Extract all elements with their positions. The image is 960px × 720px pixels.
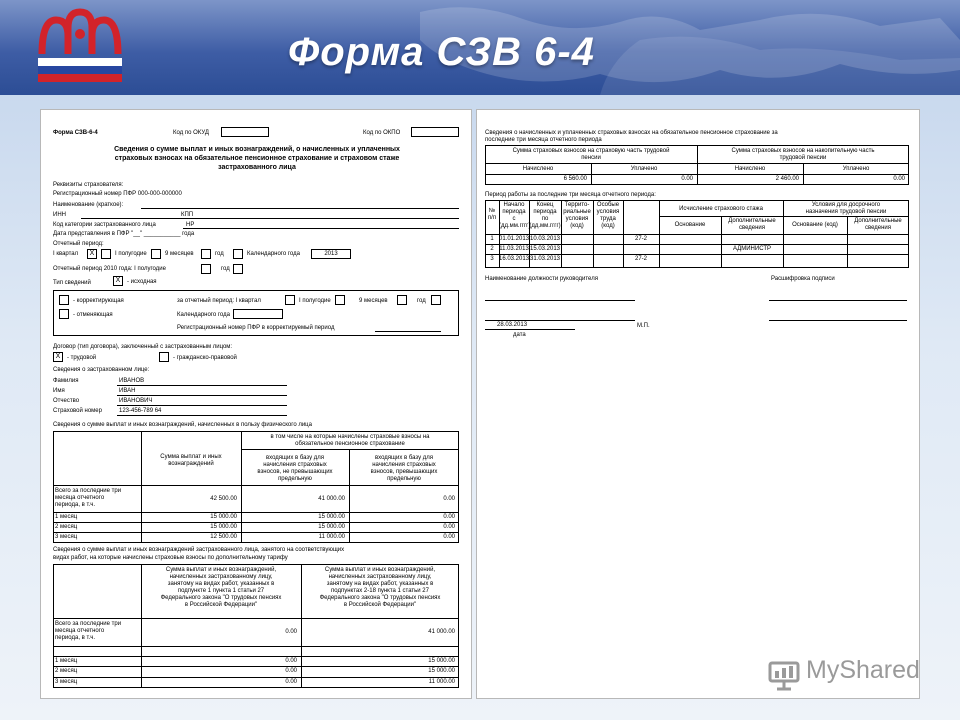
- ins-subheader: Уплачено: [842, 166, 870, 172]
- table-cell: 2: [490, 246, 494, 252]
- period-col-header: риальные: [563, 209, 591, 215]
- t1-col-insured: обязательное пенсионное страхование: [295, 441, 405, 447]
- table-cell: 0.00: [893, 176, 905, 182]
- table-cell: 11 000.00: [428, 679, 455, 685]
- kal-checkbox: [233, 249, 243, 259]
- period-col-stazh-a: Основание: [674, 222, 706, 228]
- t1-col-below-limit: входящих в базу для: [265, 455, 325, 461]
- mp-label: М.П.: [637, 323, 650, 329]
- table-cell: 41 000.00: [428, 629, 455, 635]
- otch-label: Отчество: [53, 398, 80, 404]
- period-col-header: условия: [596, 209, 620, 215]
- t2-col-1: в Российской Федерации": [184, 602, 258, 608]
- table-cell: 0.00: [681, 176, 693, 182]
- period-col-early-b: Дополнительные: [854, 218, 902, 224]
- table-cell: 0.00: [285, 629, 297, 635]
- t1-col-below-limit: начисления страховых: [263, 462, 327, 468]
- t2-col-2: подпунктах 2-18 пункта 1 статьи 27: [331, 588, 429, 594]
- table-row-label: 1 месяц: [55, 514, 78, 520]
- okud-box: [221, 127, 269, 137]
- q1-checkbox: X: [87, 249, 97, 259]
- period-col-header: Особые: [596, 202, 620, 208]
- kal-label: Календарного года: [247, 251, 300, 257]
- table-cell: 11.03.2013: [499, 246, 529, 252]
- table-cell: 0.00: [443, 534, 455, 540]
- period-col-header: периода: [502, 209, 526, 215]
- table-row-label: месяца отчетного: [55, 495, 105, 501]
- p2010-half-checkbox: [201, 264, 211, 274]
- half-label: I полугодие: [115, 251, 147, 257]
- period-col-stazh: Исчисление страхового стажа: [679, 206, 763, 212]
- table-cell: 41 000.00: [318, 496, 345, 502]
- table-cell: 15 000.00: [210, 524, 237, 530]
- table-row-label: Всего за последние три: [55, 488, 122, 494]
- table-row-label: периода, в т.ч.: [55, 635, 96, 641]
- table-cell: 16.03.2013: [499, 256, 530, 262]
- k-kal-label: Календарного года: [177, 312, 230, 318]
- form-page-right: [476, 109, 920, 699]
- god-label: год: [215, 251, 224, 257]
- ins-col-insurance: пенсии: [581, 155, 601, 161]
- rekv-label: Реквизиты страхователя:: [53, 182, 124, 188]
- table-cell: 15 000.00: [428, 668, 455, 674]
- t1-col-below-limit: предельную: [278, 476, 312, 482]
- kat-label: Код категории застрахованного лица: [53, 222, 156, 228]
- date-caption: дата: [513, 332, 526, 338]
- period-col-header: с: [512, 216, 516, 222]
- gp-checkbox: [159, 352, 169, 362]
- otch-value: ИВАНОВИЧ: [119, 398, 153, 404]
- god2-label: год: [221, 266, 230, 272]
- period-col-header: Конец: [536, 202, 554, 208]
- table-cell: 0.00: [285, 679, 297, 685]
- period-col-early: Условия для досрочного: [811, 202, 881, 208]
- table-row-label: 1 месяц: [55, 658, 78, 664]
- slide-title: Форма СЗВ 6-4: [288, 30, 595, 74]
- snils-value: 123-456-789 64: [119, 408, 162, 414]
- okpo-box: [411, 127, 459, 137]
- ins-subheader: Начислено: [734, 166, 766, 172]
- period-col-header: труда: [600, 216, 616, 222]
- form-code: Форма СЗВ-6-4: [53, 130, 98, 136]
- table-cell: 0.00: [443, 496, 455, 502]
- table-cell: 0.00: [285, 658, 297, 664]
- imya-label: Имя: [53, 388, 65, 394]
- inn-label: ИНН: [53, 212, 66, 218]
- table-cell: 10.03.2013: [529, 236, 561, 242]
- k-half-label: I полугодие: [299, 298, 331, 304]
- kpp-label: КПП: [181, 212, 194, 218]
- q1-label: I квартал: [53, 251, 79, 257]
- period-col-header: по: [541, 216, 549, 222]
- table-cell: 27-2: [634, 256, 647, 262]
- ins-subheader: Уплачено: [630, 166, 658, 172]
- period-col-header: (код): [601, 223, 615, 229]
- svz-label: Сведения о застрахованном лице:: [53, 367, 150, 373]
- ins-col-funded: Сумма страховых взносов на накопительную часть: [731, 148, 875, 154]
- t2-col-1: начисленных застрахованному лицу,: [169, 574, 273, 580]
- table-cell: 15 000.00: [210, 514, 237, 520]
- period-col-stazh-b: сведения: [738, 225, 766, 231]
- table2-title-1: Сведения о сумме выплат и иных вознаграждений застрахованного лица, занятого на соответствующих: [53, 547, 345, 553]
- god-checkbox: [201, 249, 211, 259]
- table-cell: 31.03.2013: [529, 256, 561, 262]
- ins-title-1: Сведения о начисленных и уплаченных страховых взносах на обязательное пенсионное страхование за: [485, 130, 778, 136]
- tip-checkbox: X: [113, 276, 123, 286]
- period-col-early-a: Основание (код): [792, 222, 838, 228]
- korr-label: - корректирующая: [73, 298, 124, 304]
- korr-period-label: за отчетный период: I квартал: [177, 298, 261, 304]
- t1-col-above-limit: взносов, превышающих: [370, 469, 438, 475]
- t2-col-2: в Российской Федерации": [343, 602, 417, 608]
- table-cell: 3: [490, 256, 494, 262]
- table-row-label: 2 месяц: [55, 668, 78, 674]
- period-col-early: назначения трудовой пенсии: [805, 209, 887, 215]
- t2-col-2: начисленных застрахованному лицу,: [328, 574, 432, 580]
- ins-subheader: Начислено: [522, 166, 554, 172]
- t1-col-payments: вознаграждений: [168, 461, 214, 467]
- kat-value: НР: [186, 222, 195, 228]
- trud-checkbox: X: [53, 352, 63, 362]
- period-col-header: условия: [565, 216, 589, 222]
- dogovor-label: Договор (тип договора), заключенный с застрахованным лицом:: [53, 344, 233, 350]
- ins-col-insurance: Сумма страховых взносов на страховую часть трудовой: [512, 148, 670, 154]
- k-god-label: год: [417, 298, 426, 304]
- myshared-logo-icon: [767, 657, 803, 693]
- form-heading-1: Сведения о сумме выплат и иных вознаграждений, о начисленных и уплаченных: [114, 146, 400, 153]
- table1-title: Сведения о сумме выплат и иных вознаграждений, начисленных в пользу физического лица: [53, 422, 312, 428]
- table-cell: 0.00: [443, 524, 455, 530]
- slide-header: [0, 0, 960, 95]
- pfr-logo: [34, 6, 126, 86]
- t2-col-2: Сумма выплат и иных вознаграждений,: [324, 567, 436, 573]
- table-cell: 2 460.00: [775, 176, 799, 182]
- m9-label: 9 месяцев: [165, 251, 194, 257]
- t1-col-insured: в том числе на которые начислены страховые взносы на: [270, 434, 430, 440]
- table-cell: 0.00: [443, 514, 455, 520]
- year-box: 2013: [311, 249, 351, 259]
- period-col-stazh-b: Дополнительные: [728, 218, 776, 224]
- period2010-label: Отчетный период 2010 года: I полугодие: [53, 266, 166, 272]
- t2-col-2: Федерального закона "О трудовых пенсиях: [319, 595, 441, 601]
- korr-checkbox: [59, 295, 69, 305]
- table-cell: 15 000.00: [428, 658, 455, 664]
- reg-number: Регистрационный номер ПФР 000-000-000000: [53, 191, 182, 197]
- table-row-label: месяца отчетного: [55, 628, 105, 634]
- fam-value: ИВАНОВ: [119, 378, 145, 384]
- watermark-text: MyShared: [806, 656, 920, 684]
- t1-col-below-limit: взносов, не превышающих: [257, 469, 333, 475]
- period-work-title: Период работы за последние три месяца отчетного периода:: [485, 192, 656, 198]
- m9-checkbox: [151, 249, 161, 259]
- table-cell: 42 500.00: [210, 496, 237, 502]
- table-cell: 1: [490, 236, 494, 242]
- period-col-header: (дд.мм.гггг): [529, 223, 561, 229]
- table-cell: 15 000.00: [318, 524, 345, 530]
- table-row-label: 3 месяц: [55, 534, 78, 540]
- t2-col-1: Сумма выплат и иных вознаграждений,: [165, 567, 277, 573]
- table-row-label: 2 месяц: [55, 524, 78, 530]
- ins-title-2: последние три месяца отчетного периода: [485, 137, 602, 143]
- rasch-label: Расшифровка подписи: [771, 276, 835, 282]
- table-cell: 01.01.2013: [499, 236, 530, 242]
- table-cell: 6 560.00: [563, 176, 587, 182]
- period-col-header: №: [488, 208, 496, 214]
- period-col-early-b: сведения: [864, 225, 892, 231]
- otmen-label: - отменяющая: [73, 312, 113, 318]
- table-cell: 15 000.00: [318, 514, 345, 520]
- table-row-label: 3 месяц: [55, 679, 78, 685]
- table-cell: 27-2: [634, 236, 647, 242]
- k-m9-label: 9 месяцев: [359, 298, 388, 304]
- fam-label: Фамилия: [53, 378, 79, 384]
- t2-col-1: подпункте 1 пункта 1 статьи 27: [177, 588, 265, 594]
- period-col-header: периода: [533, 209, 557, 215]
- okpo-label: Код по ОКПО: [363, 130, 401, 136]
- table-cell: 11 000.00: [318, 534, 345, 540]
- table-cell: 0.00: [285, 668, 297, 674]
- trud-label: - трудовой: [67, 355, 97, 361]
- tip-label: Тип сведений: [53, 280, 91, 286]
- form-heading-3: застрахованного лица: [218, 164, 296, 171]
- okud-label: Код по ОКУД: [173, 130, 209, 136]
- naim-label: Наименование (краткое):: [53, 202, 124, 208]
- snils-label: Страховой номер: [53, 408, 102, 414]
- form-page-left: [40, 109, 472, 699]
- gp-label: - гражданско-правовой: [173, 355, 237, 361]
- t1-col-above-limit: начисления страховых: [372, 462, 436, 468]
- period-col-header: (дд.мм.гггг): [499, 223, 531, 229]
- table-row-label: Всего за последние три: [55, 621, 122, 627]
- table-cell: 15.03.2013: [529, 246, 561, 252]
- t1-col-above-limit: входящих в базу для: [374, 455, 434, 461]
- period-col-header: Террито-: [564, 202, 590, 208]
- imya-value: ИВАН: [119, 388, 136, 394]
- k-reg-label: Регистрационный номер ПФР в корректируемый период: [177, 325, 335, 331]
- sign-date: 28.03.2013: [497, 322, 528, 328]
- period-label: Отчетный период:: [53, 241, 104, 247]
- t2-col-2: занятому на видах работ, указанных в: [326, 581, 434, 587]
- table-cell: 12 500.00: [210, 534, 237, 540]
- ruk-label: Наименование должности руководителя: [485, 276, 598, 282]
- ins-col-funded: трудовой пенсии: [779, 155, 827, 161]
- table-cell: АДМИНИСТР: [732, 246, 772, 252]
- table2-title-2: видах работ, на которые начислены страховые взносы по дополнительному тарифу: [53, 555, 288, 561]
- t1-col-payments: Сумма выплат и иных: [160, 454, 222, 460]
- table-row-label: периода, в т.ч.: [55, 502, 96, 508]
- t1-col-above-limit: предельную: [387, 476, 421, 482]
- form-heading-2: страховых взносах на обязательное пенсионное страхование и страховом стаже: [114, 155, 400, 162]
- tip-ish-label: - исходная: [127, 279, 157, 285]
- half-checkbox: [101, 249, 111, 259]
- period-col-header: (код): [570, 223, 584, 229]
- otmen-checkbox: [59, 309, 69, 319]
- date-pred: Дата представления в ПФР "__" ___________ года: [53, 231, 195, 237]
- t2-col-1: Федерального закона "О трудовых пенсиях: [160, 595, 282, 601]
- p2010-god-checkbox: [233, 264, 243, 274]
- period-col-header: п/п: [487, 215, 497, 221]
- period-col-header: Начало: [503, 202, 525, 208]
- t2-col-1: занятому на видах работ, указанных в: [167, 581, 275, 587]
